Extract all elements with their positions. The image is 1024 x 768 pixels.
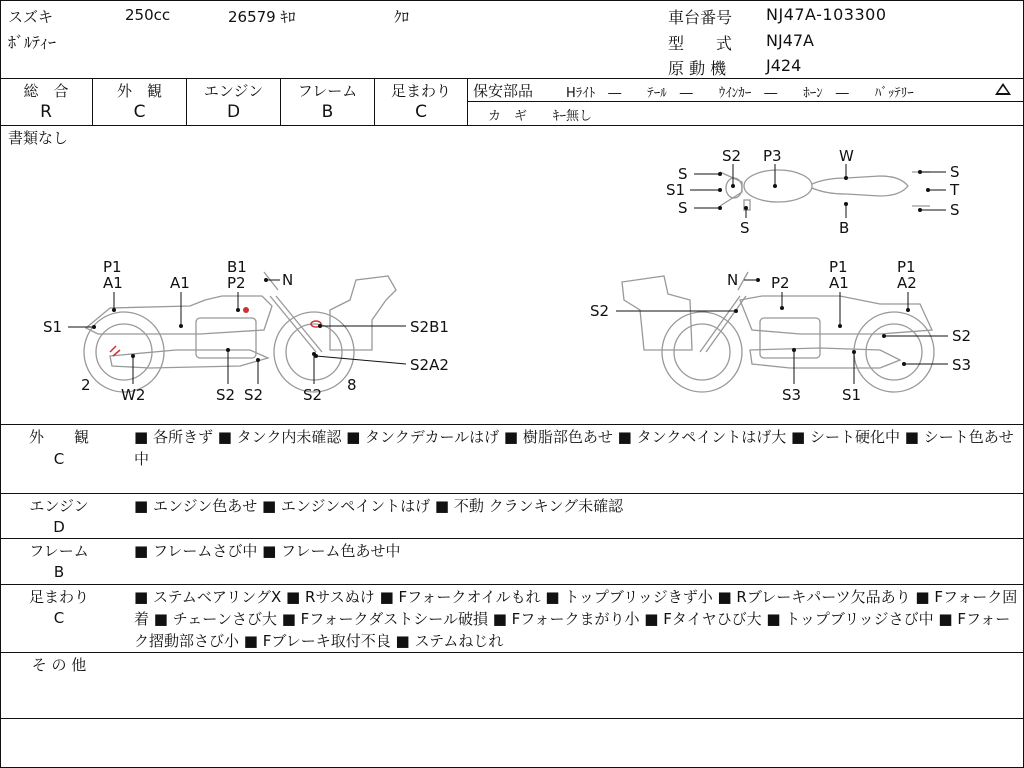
grade-engine-value: D <box>226 102 241 122</box>
section-suspension-label: 足まわり <box>28 588 89 606</box>
label-right-p2: P2 <box>771 274 790 292</box>
rule <box>0 78 1024 79</box>
grade-suspension-value: C <box>415 102 427 122</box>
label-right-s1: S1 <box>842 386 862 404</box>
maker: スズキ <box>8 8 54 26</box>
label-left-s2-a: S2 <box>216 386 236 404</box>
label-right-p1-rear: P1 <box>897 258 916 276</box>
section-exterior-grade: C <box>53 450 65 468</box>
label-left-8: 8 <box>347 376 357 394</box>
rule <box>467 101 1024 102</box>
section-engine-text: ■ エンジン色あせ ■ エンジンペイントはげ ■ 不動 クランキング未確認 <box>134 497 624 515</box>
section-engine-grade: D <box>53 518 65 536</box>
grade-frame-label: フレーム <box>297 82 358 100</box>
label-right-s3-bottom: S3 <box>782 386 802 404</box>
rule <box>0 652 1024 653</box>
section-frame-text: ■ フレームさび中 ■ フレーム色あせ中 <box>134 542 401 560</box>
label-top-s2: S2 <box>722 147 742 165</box>
label-left-n: N <box>282 271 294 289</box>
label-left-2: 2 <box>81 376 91 394</box>
label-top-s-upper: S <box>678 165 688 183</box>
section-other-label: そ の 他 <box>31 656 87 674</box>
documents-note: 書類なし <box>8 129 69 147</box>
label-left-a1: A1 <box>170 274 190 292</box>
frame-value: NJ47A-103300 <box>766 5 887 24</box>
label-top-s-lower: S <box>678 199 688 217</box>
label-right-s2-rear: S2 <box>590 302 610 320</box>
damage-diagram <box>0 126 1024 424</box>
security-line1: Hﾗｲﾄ ― ﾃｰﾙ ― ｳｲﾝｶｰ ― ﾎｰﾝ ― ﾊﾞｯﾃﾘｰ <box>566 86 914 101</box>
label-left-w2: W2 <box>121 386 146 404</box>
section-frame-label: フレーム <box>29 542 89 560</box>
label-left-s2b1: S2B1 <box>410 318 449 336</box>
label-left-p1: P1 <box>103 258 122 276</box>
section-suspension-grade: C <box>53 609 65 627</box>
label-left-s1: S1 <box>43 318 63 336</box>
rule <box>0 538 1024 539</box>
label-top-s-right-lower: S <box>950 201 960 219</box>
label-left-s2-c: S2 <box>303 386 323 404</box>
rule <box>0 718 1024 719</box>
label-left-p2: P2 <box>227 274 246 292</box>
label-top-t: T <box>950 181 960 199</box>
section-exterior-label: 外 観 <box>28 428 89 446</box>
label-top-w: W <box>839 147 854 165</box>
engine-label: 原 動 機 <box>668 59 727 78</box>
label-top-s-bottom: S <box>740 219 750 237</box>
grade-total-label: 総 合 <box>23 82 69 100</box>
label-left-b1: B1 <box>227 258 247 276</box>
label-right-a1: A1 <box>829 274 849 292</box>
label-top-p3: P3 <box>763 147 782 165</box>
grade-suspension-label: 足まわり <box>390 82 451 100</box>
grade-exterior-value: C <box>133 102 146 122</box>
frame-label: 車台番号 <box>668 8 733 27</box>
label-left-s2a2: S2A2 <box>410 356 449 374</box>
label-left-s2-b: S2 <box>244 386 264 404</box>
security-line2: カ ギ ｷｰ無し <box>488 109 593 124</box>
color: ｸﾛ <box>394 8 410 26</box>
grade-engine-label: エンジン <box>203 82 264 100</box>
label-right-s2: S2 <box>952 327 972 345</box>
triangle-icon-inner <box>998 86 1008 93</box>
label-right-s3: S3 <box>952 356 972 374</box>
label-right-n: N <box>727 271 739 289</box>
displacement: 250cc <box>125 6 171 24</box>
damage-mark <box>110 346 120 356</box>
mileage: 26579 ｷﾛ <box>228 8 296 26</box>
rule <box>0 424 1024 425</box>
section-exterior-text: ■ 各所きず ■ タンク内未確認 ■ タンクデカールはげ ■ 樹脂部色あせ ■ タンクペイントはげ大 ■ シート硬化中 ■ シート色あせ中 <box>134 428 1014 468</box>
label-top-s-right-upper: S <box>950 163 960 181</box>
top-view-bike <box>720 170 930 210</box>
section-engine-label: エンジン <box>29 497 89 515</box>
label-top-b: B <box>839 219 850 237</box>
section-frame-grade: B <box>53 563 65 581</box>
engine-value: J424 <box>766 56 802 75</box>
type-label: 型 式 <box>668 34 733 53</box>
label-left-a1-front: A1 <box>103 274 123 292</box>
type-value: NJ47A <box>766 31 814 50</box>
grade-exterior-label: 外 観 <box>116 82 162 100</box>
security-label: 保安部品 <box>473 82 534 100</box>
rule <box>467 78 468 125</box>
rule <box>0 584 1024 585</box>
grade-frame-value: B <box>321 102 334 122</box>
section-suspension-text: ■ ステムベアリングX ■ Rサスぬけ ■ Fフォークオイルもれ ■ トップブリッジきず小 ■ Rブレーキパーツ欠品あり ■ Fフォーク固着 ■ チェーンさび大 ■ Fフォークダストシール破損 ■ Fフォークまがり小 ■ Fタイヤひび大 ■ トップブリッジさび中 ■ Fフォーク摺動部さび小 ■ Fブレーキ取付不良 ■ ステムねじれ <box>134 588 1018 650</box>
model-name: ﾎﾞﾙﾃｨｰ <box>8 33 57 52</box>
damage-mark <box>243 307 249 313</box>
label-top-s1: S1 <box>666 181 686 199</box>
label-right-a2: A2 <box>897 274 917 292</box>
top-view-labels <box>666 147 960 237</box>
rule <box>0 493 1024 494</box>
label-right-p1: P1 <box>829 258 848 276</box>
grade-total-value: R <box>40 102 52 122</box>
